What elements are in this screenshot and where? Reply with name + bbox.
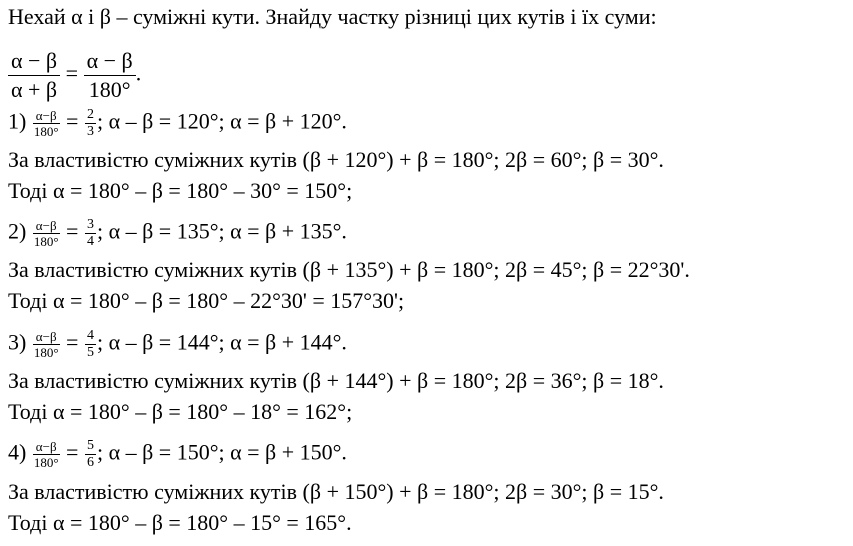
case-1-ratio — [85, 108, 96, 139]
case-4-property: За властивістю суміжних кутів (β + 150°) + β = 180°; 2β = 30°; β = 15°. — [8, 479, 664, 504]
case-1-fraction-numerator: α−β — [33, 109, 60, 124]
formula-rhs-fraction — [84, 50, 136, 101]
case-1-rest: ; α – β = 120°; α = β + 120°. — [96, 108, 347, 134]
case-2-fraction-numerator: α−β — [33, 219, 60, 234]
case-2-ratio — [85, 218, 96, 249]
case-1-then: Тоді α = 180° – β = 180° – 30° = 150°; — [8, 178, 353, 203]
case-3-fraction-denominator: 180° — [33, 345, 59, 360]
case-1-ratio-numerator: 2 — [86, 107, 94, 122]
case-4-fraction-numerator: α−β — [33, 440, 60, 455]
case-2-ratio-denominator: 4 — [86, 234, 94, 249]
case-3-property: За властивістю суміжних кутів (β + 144°) + β = 180°; 2β = 36°; β = 18°. — [8, 368, 664, 393]
case-4-fraction-denominator: 180° — [33, 455, 59, 470]
case-3-equation: 3) $\frac{\alpha-\beta}{180^\circ}$ = $\frac{4}{5}$ ; α – β = 144°; α = β + 144°. — [8, 328, 347, 360]
case-3-label: 3) — [8, 329, 27, 355]
case-3-ratio — [85, 329, 96, 360]
case-4-rest: ; α – β = 150°; α = β + 150°. — [96, 439, 347, 465]
formula-rhs-denominator: 180° — [88, 77, 131, 102]
case-1-fraction — [33, 109, 60, 138]
case-2-equation: 2) $\frac{\alpha-\beta}{180^\circ}$ = $\frac{3}{4}$ ; α – β = 135°; α = β + 135°. — [8, 217, 347, 249]
case-2-fraction — [33, 219, 60, 248]
formula-lhs-numerator: α − β — [8, 50, 60, 76]
formula-end: . — [135, 60, 142, 86]
case-2-ratio-numerator: 3 — [86, 217, 94, 232]
case-4-ratio — [85, 439, 96, 470]
case-4-fraction — [33, 440, 60, 469]
case-3-rest: ; α – β = 144°; α = β + 144°. — [96, 329, 347, 355]
case-4-ratio-denominator: 6 — [86, 455, 94, 470]
case-1-fraction-denominator: 180° — [33, 124, 59, 139]
case-3-fraction-numerator: α−β — [33, 330, 60, 345]
case-3-ratio-denominator: 5 — [86, 345, 94, 360]
case-2-then: Тоді α = 180° – β = 180° – 22°30' = 157°30'; — [8, 288, 405, 313]
case-4-equation: 4) $\frac{\alpha-\beta}{180^\circ}$ = $\frac{5}{6}$ ; α – β = 150°; α = β + 150°. — [8, 438, 347, 470]
case-4-ratio-numerator: 5 — [86, 438, 94, 453]
formula-lhs-fraction — [8, 50, 60, 101]
formula-lhs-denominator: α + β — [11, 77, 58, 102]
case-3-ratio-numerator: 4 — [86, 328, 94, 343]
case-2-label: 2) — [8, 218, 27, 244]
case-2-fraction-denominator: 180° — [33, 234, 59, 249]
case-1-label: 1) — [8, 108, 27, 134]
case-3-fraction — [33, 330, 60, 359]
case-4-label: 4) — [8, 439, 27, 465]
formula-rhs-numerator: α − β — [84, 50, 136, 76]
case-3-then: Тоді α = 180° – β = 180° – 18° = 162°; — [8, 399, 353, 424]
case-2-property: За властивістю суміжних кутів (β + 135°) + β = 180°; 2β = 45°; β = 22°30'. — [8, 257, 690, 282]
intro-text: Нехай α і β – суміжні кути. Знайду частку різниці цих кутів і їх суми: — [8, 4, 657, 29]
formula-equals: = — [60, 60, 84, 86]
case-2-rest: ; α – β = 135°; α = β + 135°. — [96, 218, 347, 244]
case-1-property: За властивістю суміжних кутів (β + 120°) + β = 180°; 2β = 60°; β = 30°. — [8, 147, 664, 172]
case-4-then: Тоді α = 180° – β = 180° – 15° = 165°. — [8, 510, 352, 535]
case-1-ratio-denominator: 3 — [86, 124, 94, 139]
case-1-equation: 1) $\frac{\alpha-\beta}{180^\circ}$ = $\frac{2}{3}$ ; α – β = 120°; α = β + 120°. — [8, 107, 347, 139]
